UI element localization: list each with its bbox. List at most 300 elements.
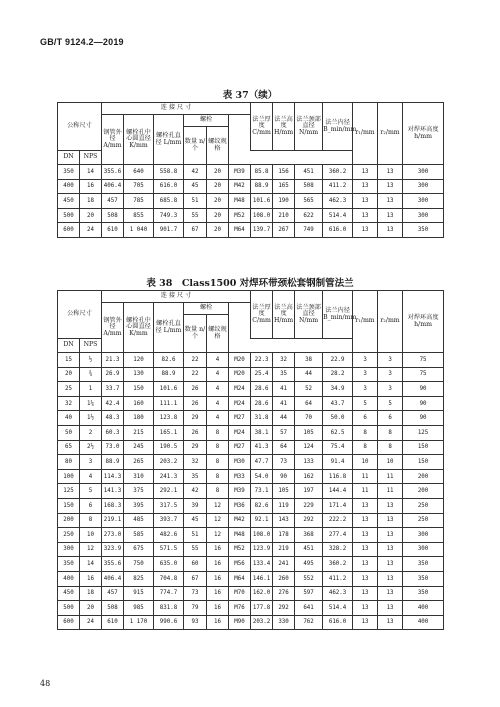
table-cell: 11: [378, 484, 403, 499]
table-cell: 1: [80, 382, 102, 397]
table-cell: 20: [207, 165, 229, 180]
table-cell: 28.6: [251, 396, 273, 411]
bolt-header: 螺栓: [184, 303, 229, 315]
table-cell: 125: [58, 484, 80, 499]
table-cell: M70: [229, 586, 251, 601]
table-cell: 52: [295, 382, 323, 397]
pipe-od-header: 钢管外径 A/mm: [102, 303, 124, 353]
table-row: [58, 223, 444, 238]
table-cell: 229: [295, 498, 323, 513]
table-cell: 323.9: [102, 542, 124, 557]
table-cell: 16: [207, 542, 229, 557]
table-37-caption: 表 37（续）: [222, 90, 278, 101]
table-cell: 31.8: [251, 411, 273, 426]
table-cell: M24: [229, 382, 251, 397]
table-cell: 1 040: [124, 223, 154, 238]
table-cell: 60.3: [102, 425, 124, 440]
table-cell: 330: [273, 615, 295, 630]
table-cell: M52: [229, 542, 251, 557]
table-cell: 485: [124, 513, 154, 528]
table-cell: 16: [207, 557, 229, 572]
table-cell: 300: [403, 179, 444, 194]
table-cell: M64: [229, 223, 251, 238]
table-cell: 5: [80, 484, 102, 499]
table-cell: M27: [229, 440, 251, 455]
table-cell: 3: [353, 382, 378, 397]
table-cell: 20: [207, 194, 229, 209]
table-row: [58, 513, 444, 528]
table-cell: 8: [207, 425, 229, 440]
table-cell: 406.4: [102, 571, 124, 586]
table-cell: 20: [207, 223, 229, 238]
table-cell: 43.7: [323, 396, 353, 411]
table-cell: M56: [229, 557, 251, 572]
table-cell: 73.1: [251, 484, 273, 499]
table-cell: M33: [229, 469, 251, 484]
table-cell: 34.9: [323, 382, 353, 397]
table-cell: 13: [353, 542, 378, 557]
table-cell: 13: [353, 165, 378, 180]
table-cell: 10: [80, 528, 102, 543]
table-37: [57, 102, 444, 238]
table-cell: 141.3: [102, 484, 124, 499]
table-cell: 4: [207, 411, 229, 426]
table-cell: 150: [403, 455, 444, 470]
table-cell: 300: [403, 542, 444, 557]
table-cell: M42: [229, 179, 251, 194]
table-cell: 704.8: [154, 571, 184, 586]
table-cell: M90: [229, 615, 251, 630]
table-cell: 16: [207, 571, 229, 586]
table-cell: 393.7: [154, 513, 184, 528]
table-cell: 133.4: [251, 557, 273, 572]
table-cell: 26: [184, 425, 207, 440]
table-cell: 171.4: [323, 498, 353, 513]
table-cell: 90: [403, 382, 444, 397]
table-cell: 51: [184, 528, 207, 543]
table-cell: 13: [353, 615, 378, 630]
table-cell: 45: [184, 179, 207, 194]
table-cell: 13: [378, 513, 403, 528]
table-cell: 33.7: [102, 382, 124, 397]
table-cell: 177.8: [251, 601, 273, 616]
table-cell: 162: [295, 469, 323, 484]
table-cell: M20: [229, 367, 251, 382]
connection-dims-header: 连 接 尺 寸: [102, 103, 251, 115]
table-cell: 13: [378, 194, 403, 209]
table-cell: 123.8: [154, 411, 184, 426]
table-cell: 250: [403, 498, 444, 513]
table-cell: M48: [229, 528, 251, 543]
table-cell: 150: [58, 498, 80, 513]
table-cell: 317.5: [154, 498, 184, 513]
table-cell: 3: [80, 455, 102, 470]
bolt-thread-header: 螺纹规格: [207, 127, 229, 165]
table-row: [58, 208, 444, 223]
table-cell: 6: [378, 411, 403, 426]
table-cell: 276: [273, 586, 295, 601]
table-cell: 451: [295, 542, 323, 557]
table-cell: 4: [207, 396, 229, 411]
table-cell: 13: [353, 179, 378, 194]
table-cell: 457: [102, 586, 124, 601]
table-cell: 985: [124, 601, 154, 616]
table-cell: 825: [124, 571, 154, 586]
table-cell: 29: [184, 411, 207, 426]
table-cell: 65: [58, 440, 80, 455]
connection-dims-header: 连 接 尺 寸: [102, 291, 251, 303]
table-cell: 5: [353, 396, 378, 411]
table-cell: 45: [184, 513, 207, 528]
table-cell: 411.2: [323, 571, 353, 586]
table-row: [58, 571, 444, 586]
table-cell: 3: [378, 353, 403, 368]
table-cell: 8: [80, 513, 102, 528]
table-cell: 610: [102, 615, 124, 630]
table-cell: 462.3: [323, 586, 353, 601]
table-cell: 200: [58, 513, 80, 528]
table-cell: 119: [273, 498, 295, 513]
table-cell: 13: [378, 179, 403, 194]
table-cell: 3: [353, 367, 378, 382]
table-cell: 451: [295, 165, 323, 180]
table-cell: 165.1: [154, 425, 184, 440]
table-cell: 70: [295, 411, 323, 426]
table-cell: 13: [378, 498, 403, 513]
table-cell: 915: [124, 586, 154, 601]
table-cell: 20: [207, 179, 229, 194]
table-cell: 350: [403, 223, 444, 238]
table-cell: 42: [184, 484, 207, 499]
table-row: [58, 411, 444, 426]
table-cell: 16: [80, 571, 102, 586]
table-cell: 8: [207, 455, 229, 470]
table-cell: 3: [378, 367, 403, 382]
table-cell: 54.0: [251, 469, 273, 484]
table-cell: 62.5: [323, 425, 353, 440]
table-cell: 355.6: [102, 165, 124, 180]
table-cell: 215: [124, 425, 154, 440]
r2-header: r₂/mm: [378, 291, 403, 353]
table-cell: 300: [58, 542, 80, 557]
table-cell: 108.0: [251, 528, 273, 543]
table-cell: 100: [58, 469, 80, 484]
table-cell: 2½: [80, 440, 102, 455]
pipe-od-header: 钢管外径 A/mm: [102, 115, 124, 165]
table-cell: 24: [80, 615, 102, 630]
table-cell: 482.6: [154, 528, 184, 543]
table-cell: 241: [273, 557, 295, 572]
table-cell: 260: [273, 571, 295, 586]
table-row: [58, 165, 444, 180]
table-cell: 165: [273, 179, 295, 194]
nps-header: NPS: [80, 151, 102, 165]
table-cell: 12: [207, 528, 229, 543]
table-cell: 6: [353, 411, 378, 426]
table-cell: 18: [80, 586, 102, 601]
table-cell: 41.3: [251, 440, 273, 455]
table-cell: 80: [58, 455, 80, 470]
table-cell: 150: [124, 382, 154, 397]
table-cell: 124: [295, 440, 323, 455]
table-row: [58, 367, 444, 382]
table-cell: 203.2: [154, 455, 184, 470]
table-cell: 585: [124, 528, 154, 543]
table-cell: 8: [378, 425, 403, 440]
table-cell: 24: [80, 223, 102, 238]
table-cell: 450: [58, 194, 80, 209]
table-cell: 35: [184, 469, 207, 484]
table-cell: 749.3: [154, 208, 184, 223]
table-cell: 267: [273, 223, 295, 238]
table-cell: 328.2: [323, 542, 353, 557]
table-cell: 32: [273, 353, 295, 368]
table-cell: 4: [207, 382, 229, 397]
table-row: [58, 528, 444, 543]
table-cell: 146.1: [251, 571, 273, 586]
table-cell: 411.2: [323, 179, 353, 194]
table-cell: 20: [80, 601, 102, 616]
table-cell: 300: [403, 165, 444, 180]
table-cell: 610: [102, 223, 124, 238]
table-cell: 300: [403, 194, 444, 209]
table-cell: 210: [273, 208, 295, 223]
table-cell: 13: [353, 571, 378, 586]
standard-number: GB/T 9124.2—2019: [40, 37, 124, 47]
table-cell: 143: [273, 513, 295, 528]
table-cell: 219: [273, 542, 295, 557]
flange-height-header: 法兰高度 H/mm: [273, 291, 295, 339]
table-cell: 55: [184, 208, 207, 223]
table-cell: 400: [58, 571, 80, 586]
table-row: [58, 425, 444, 440]
table-cell: 13: [353, 601, 378, 616]
table-cell: 35: [273, 367, 295, 382]
table-cell: 90: [403, 411, 444, 426]
table-cell: 1 170: [124, 615, 154, 630]
table-cell: 13: [378, 223, 403, 238]
table-cell: 705: [124, 179, 154, 194]
table-cell: 160: [124, 396, 154, 411]
table-cell: 774.7: [154, 586, 184, 601]
table-cell: 13: [353, 557, 378, 572]
table-cell: 12: [80, 542, 102, 557]
dn-header: DN: [58, 151, 80, 165]
table-cell: 111.1: [154, 396, 184, 411]
table-cell: M76: [229, 601, 251, 616]
table-cell: 245: [124, 440, 154, 455]
ring-height-header: 对焊环高度 h/mm: [403, 103, 444, 165]
table-row: [58, 382, 444, 397]
table-row: [58, 396, 444, 411]
table-row: [58, 469, 444, 484]
table-cell: 22.9: [323, 353, 353, 368]
table-cell: M27: [229, 411, 251, 426]
table-cell: 3: [353, 353, 378, 368]
bolt-quantity-header: 数量 n/个: [184, 315, 207, 353]
table-cell: 350: [403, 557, 444, 572]
table-cell: 88.9: [154, 367, 184, 382]
table-cell: 29: [184, 440, 207, 455]
table-cell: 400: [403, 615, 444, 630]
table-cell: 105: [295, 425, 323, 440]
table-cell: 500: [58, 208, 80, 223]
table-row: [58, 353, 444, 368]
table-cell: 508: [295, 179, 323, 194]
table-cell: 597: [295, 586, 323, 601]
table-cell: M24: [229, 396, 251, 411]
table-cell: 64: [295, 396, 323, 411]
table-cell: 13: [378, 165, 403, 180]
table-cell: 600: [58, 615, 80, 630]
table-row: [58, 440, 444, 455]
table-cell: 13: [353, 586, 378, 601]
table-cell: 4: [80, 469, 102, 484]
table-cell: 762: [295, 615, 323, 630]
table-cell: 990.6: [154, 615, 184, 630]
flange-height-header: 法兰高度 H/mm: [273, 103, 295, 151]
table-cell: 116.8: [323, 469, 353, 484]
table-cell: 92.1: [251, 513, 273, 528]
bolt-hole-header: 螺栓孔直径 L/mm: [154, 115, 184, 165]
table-cell: 200: [403, 484, 444, 499]
nps-header: NPS: [80, 339, 102, 353]
table-cell: 360.2: [323, 165, 353, 180]
table-cell: 13: [353, 223, 378, 238]
table-cell: 85.8: [251, 165, 273, 180]
table-cell: 292.1: [154, 484, 184, 499]
table-cell: 265: [124, 455, 154, 470]
table-cell: 75: [403, 353, 444, 368]
table-cell: 197: [295, 484, 323, 499]
table-cell: 16: [207, 586, 229, 601]
table-cell: 514.4: [323, 208, 353, 223]
r1-header: r₁/mm: [353, 291, 378, 353]
table-cell: 25.4: [251, 367, 273, 382]
neck-diameter-header: 法兰颈部直径 N/mm: [295, 103, 323, 151]
table-cell: 375: [124, 484, 154, 499]
r1-header: r₁/mm: [353, 103, 378, 165]
table-cell: 368: [295, 528, 323, 543]
table-cell: 1½: [80, 411, 102, 426]
ring-height-header: 对焊环高度 h/mm: [403, 291, 444, 353]
inner-diameter-header: 法兰内径 B_min/mm: [323, 103, 353, 151]
table-cell: 156: [273, 165, 295, 180]
table-cell: 14: [80, 557, 102, 572]
table-cell: 8: [207, 469, 229, 484]
table-cell: 20: [80, 208, 102, 223]
table-cell: 203.2: [251, 615, 273, 630]
table-cell: 50: [58, 425, 80, 440]
table-cell: 219.1: [102, 513, 124, 528]
table-cell: 4: [207, 353, 229, 368]
table-cell: 22: [184, 367, 207, 382]
table-cell: 616.0: [323, 223, 353, 238]
table-cell: 60: [184, 557, 207, 572]
table-cell: 6: [80, 498, 102, 513]
table-cell: 616.0: [154, 179, 184, 194]
table-cell: 190.5: [154, 440, 184, 455]
table-cell: M39: [229, 165, 251, 180]
table-cell: 101.6: [251, 194, 273, 209]
table-cell: M48: [229, 194, 251, 209]
table-cell: 395: [124, 498, 154, 513]
table-cell: 635.0: [154, 557, 184, 572]
table-cell: 508: [102, 208, 124, 223]
table-cell: 685.8: [154, 194, 184, 209]
table-cell: 139.7: [251, 223, 273, 238]
table-cell: 1¼: [80, 396, 102, 411]
table-cell: 13: [378, 586, 403, 601]
bolt-circle-header: 螺栓孔中心圆直径 K/mm: [124, 115, 154, 165]
table-row: [58, 557, 444, 572]
table-cell: 26: [184, 396, 207, 411]
table-cell: 41: [273, 382, 295, 397]
table-cell: 508: [102, 601, 124, 616]
table-cell: 8: [353, 440, 378, 455]
table-cell: 15: [58, 353, 80, 368]
table-cell: 73: [184, 586, 207, 601]
table-cell: 38: [295, 353, 323, 368]
table-cell: 180: [124, 411, 154, 426]
table-row: [58, 586, 444, 601]
table-cell: 3: [378, 382, 403, 397]
table-cell: 500: [58, 601, 80, 616]
table-cell: 13: [353, 528, 378, 543]
table-cell: 44: [295, 367, 323, 382]
dn-header: DN: [58, 339, 80, 353]
table-cell: 13: [378, 208, 403, 223]
table-cell: 406.4: [102, 179, 124, 194]
table-cell: 75: [403, 367, 444, 382]
table-cell: 47.7: [251, 455, 273, 470]
table-cell: 13: [353, 498, 378, 513]
table-cell: 13: [353, 513, 378, 528]
table-cell: 55: [184, 542, 207, 557]
table-cell: 13: [378, 615, 403, 630]
table-cell: 16: [80, 179, 102, 194]
table-cell: 8: [207, 484, 229, 499]
table-cell: 901.7: [154, 223, 184, 238]
table-cell: 273.0: [102, 528, 124, 543]
table-cell: 82.6: [154, 353, 184, 368]
table-cell: 12: [207, 513, 229, 528]
table-cell: 26.9: [102, 367, 124, 382]
table-cell: 640: [124, 165, 154, 180]
table-row: [58, 484, 444, 499]
table-cell: 400: [58, 179, 80, 194]
table-cell: 13: [378, 601, 403, 616]
table-cell: 25: [58, 382, 80, 397]
table-cell: 222.2: [323, 513, 353, 528]
table-cell: 42: [184, 165, 207, 180]
table-cell: 32: [58, 396, 80, 411]
table-cell: 133: [295, 455, 323, 470]
table-cell: 108.0: [251, 208, 273, 223]
table-cell: 831.8: [154, 601, 184, 616]
table-cell: 16: [207, 615, 229, 630]
table-cell: 22: [184, 353, 207, 368]
table-cell: 21.3: [102, 353, 124, 368]
table-cell: 749: [295, 223, 323, 238]
table-cell: 64: [273, 440, 295, 455]
table-row: [58, 179, 444, 194]
table-38-caption: 表 38 Class1500 对焊环带颈松套钢制管法兰: [146, 278, 354, 289]
table-cell: 14: [80, 165, 102, 180]
table-cell: M52: [229, 208, 251, 223]
table-cell: 82.6: [251, 498, 273, 513]
table-cell: 38.1: [251, 425, 273, 440]
